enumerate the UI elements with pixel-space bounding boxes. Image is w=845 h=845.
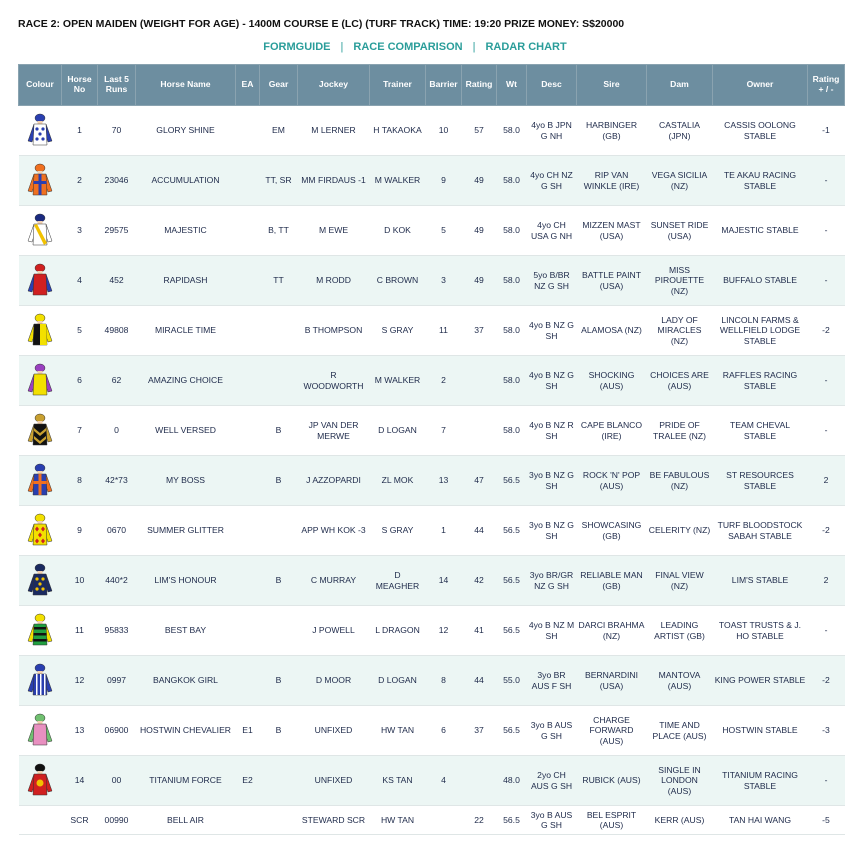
jockey: J POWELL: [298, 606, 370, 656]
table-row: [19, 306, 845, 356]
horse-number: 8: [62, 456, 98, 506]
last-5-runs: 70: [98, 106, 136, 156]
nav-race-comparison[interactable]: RACE COMPARISON: [353, 41, 463, 53]
description: 3yo B NZ G SH: [527, 506, 577, 556]
table-row: [19, 156, 845, 206]
silks-cell: [19, 206, 62, 256]
silks-cell: [19, 406, 62, 456]
barrier: 3: [426, 256, 462, 306]
rating-change: -5: [808, 806, 845, 835]
rating-change: -2: [808, 506, 845, 556]
trainer: S GRAY: [370, 506, 426, 556]
silks-cell: [19, 756, 62, 806]
description: 4yo CH NZ G SH: [527, 156, 577, 206]
trainer: L DRAGON: [370, 606, 426, 656]
owner: LIM'S STABLE: [713, 556, 808, 606]
nav-links: [0, 41, 830, 53]
gear: [260, 756, 298, 806]
horse-number: SCR: [62, 806, 98, 835]
silks-cell: [19, 806, 62, 835]
jockey-silks-icon: [25, 713, 55, 749]
silks-cell: [19, 356, 62, 406]
horse-number: 11: [62, 606, 98, 656]
table-row: [19, 106, 845, 156]
horse-name: BANGKOK GIRL: [136, 656, 236, 706]
horse-name: WELL VERSED: [136, 406, 236, 456]
last-5-runs: 0: [98, 406, 136, 456]
jockey-silks-icon: [25, 463, 55, 499]
horse-name: MY BOSS: [136, 456, 236, 506]
dam: LADY OF MIRACLES (NZ): [647, 306, 713, 356]
rating-change: -3: [808, 706, 845, 756]
gear: [260, 506, 298, 556]
header-sire: Sire: [577, 65, 647, 106]
horse-name: RAPIDASH: [136, 256, 236, 306]
jockey: M RODD: [298, 256, 370, 306]
race-table: [18, 64, 845, 835]
jockey: STEWARD SCR: [298, 806, 370, 835]
rating-change: 2: [808, 556, 845, 606]
dam: TIME AND PLACE (AUS): [647, 706, 713, 756]
horse-name: BELL AIR: [136, 806, 236, 835]
race-table-body: [19, 106, 845, 835]
header-dam: Dam: [647, 65, 713, 106]
owner: TITANIUM RACING STABLE: [713, 756, 808, 806]
horse-number: 10: [62, 556, 98, 606]
horse-number: 4: [62, 256, 98, 306]
rating-change: -: [808, 406, 845, 456]
rating-change: 2: [808, 456, 845, 506]
rating: 37: [462, 706, 497, 756]
silks-cell: [19, 656, 62, 706]
nav-radar-chart[interactable]: RADAR CHART: [485, 41, 567, 53]
dam: KERR (AUS): [647, 806, 713, 835]
jockey: R WOODWORTH: [298, 356, 370, 406]
table-row: [19, 706, 845, 756]
silks-cell: [19, 556, 62, 606]
header-ea: EA: [236, 65, 260, 106]
dam: BE FABULOUS (NZ): [647, 456, 713, 506]
jockey-silks-icon: [25, 413, 55, 449]
horse-name: AMAZING CHOICE: [136, 356, 236, 406]
sire: CHARGE FORWARD (AUS): [577, 706, 647, 756]
weight: 58.0: [497, 406, 527, 456]
ea: E2: [236, 756, 260, 806]
gear: TT, SR: [260, 156, 298, 206]
description: 4yo B JPN G NH: [527, 106, 577, 156]
trainer: D LOGAN: [370, 406, 426, 456]
jockey-silks-icon: [25, 213, 55, 249]
last-5-runs: 06900: [98, 706, 136, 756]
trainer: HW TAN: [370, 706, 426, 756]
rating: 47: [462, 456, 497, 506]
weight: 56.5: [497, 456, 527, 506]
jockey-silks-icon: [25, 663, 55, 699]
rating: [462, 356, 497, 406]
owner: TAN HAI WANG: [713, 806, 808, 835]
ea: [236, 406, 260, 456]
trainer: KS TAN: [370, 756, 426, 806]
header-colour: Colour: [19, 65, 62, 106]
gear: B: [260, 456, 298, 506]
horse-number: 7: [62, 406, 98, 456]
gear: B: [260, 406, 298, 456]
jockey: B THOMPSON: [298, 306, 370, 356]
description: 4yo B NZ R SH: [527, 406, 577, 456]
barrier: 5: [426, 206, 462, 256]
last-5-runs: 62: [98, 356, 136, 406]
ea: [236, 456, 260, 506]
description: 3yo B NZ G SH: [527, 456, 577, 506]
ea: [236, 606, 260, 656]
owner: TEAM CHEVAL STABLE: [713, 406, 808, 456]
dam: PRIDE OF TRALEE (NZ): [647, 406, 713, 456]
jockey-silks-icon: [25, 563, 55, 599]
ea: [236, 556, 260, 606]
silks-cell: [19, 156, 62, 206]
jockey: M LERNER: [298, 106, 370, 156]
horse-number: 9: [62, 506, 98, 556]
ea: [236, 356, 260, 406]
table-row: [19, 456, 845, 506]
rating: 49: [462, 256, 497, 306]
table-row: [19, 556, 845, 606]
header-row: [19, 65, 845, 106]
jockey-silks-icon: [25, 163, 55, 199]
rating: 37: [462, 306, 497, 356]
table-row: [19, 256, 845, 306]
header-rating: Rating: [462, 65, 497, 106]
description: 3yo BR/GR NZ G SH: [527, 556, 577, 606]
gear: [260, 606, 298, 656]
gear: [260, 806, 298, 835]
dam: LEADING ARTIST (GB): [647, 606, 713, 656]
table-row: [19, 756, 845, 806]
jockey: M EWE: [298, 206, 370, 256]
horse-name: MIRACLE TIME: [136, 306, 236, 356]
dam: VEGA SICILIA (NZ): [647, 156, 713, 206]
horse-name: LIM'S HONOUR: [136, 556, 236, 606]
gear: B: [260, 556, 298, 606]
silks-cell: [19, 106, 62, 156]
owner: CASSIS OOLONG STABLE: [713, 106, 808, 156]
rating: [462, 756, 497, 806]
barrier: 12: [426, 606, 462, 656]
weight: 55.0: [497, 656, 527, 706]
ea: [236, 156, 260, 206]
dam: SUNSET RIDE (USA): [647, 206, 713, 256]
rating: [462, 406, 497, 456]
header-gear: Gear: [260, 65, 298, 106]
description: 3yo BR AUS F SH: [527, 656, 577, 706]
horse-name: MAJESTIC: [136, 206, 236, 256]
sire: CAPE BLANCO (IRE): [577, 406, 647, 456]
weight: 56.5: [497, 506, 527, 556]
weight: 48.0: [497, 756, 527, 806]
rating-change: -: [808, 606, 845, 656]
last-5-runs: 95833: [98, 606, 136, 656]
jockey: J AZZOPARDI: [298, 456, 370, 506]
owner: BUFFALO STABLE: [713, 256, 808, 306]
sire: DARCI BRAHMA (NZ): [577, 606, 647, 656]
header-horse-no: Horse No: [62, 65, 98, 106]
jockey: JP VAN DER MERWE: [298, 406, 370, 456]
description: 4yo B NZ G SH: [527, 306, 577, 356]
silks-cell: [19, 456, 62, 506]
owner: MAJESTIC STABLE: [713, 206, 808, 256]
owner: LINCOLN FARMS & WELLFIELD LODGE STABLE: [713, 306, 808, 356]
trainer: C BROWN: [370, 256, 426, 306]
rating-change: -: [808, 256, 845, 306]
owner: RAFFLES RACING STABLE: [713, 356, 808, 406]
trainer: M WALKER: [370, 156, 426, 206]
horse-name: HOSTWIN CHEVALIER: [136, 706, 236, 756]
barrier: 9: [426, 156, 462, 206]
header-barrier: Barrier: [426, 65, 462, 106]
gear: [260, 356, 298, 406]
sire: RIP VAN WINKLE (IRE): [577, 156, 647, 206]
gear: TT: [260, 256, 298, 306]
ea: E1: [236, 706, 260, 756]
jockey: C MURRAY: [298, 556, 370, 606]
owner: ST RESOURCES STABLE: [713, 456, 808, 506]
weight: 56.5: [497, 806, 527, 835]
horse-number: 14: [62, 756, 98, 806]
table-row: [19, 656, 845, 706]
dam: MANTOVA (AUS): [647, 656, 713, 706]
weight: 58.0: [497, 106, 527, 156]
jockey-silks-icon: [25, 113, 55, 149]
rating-change: -1: [808, 106, 845, 156]
weight: 56.5: [497, 706, 527, 756]
barrier: 2: [426, 356, 462, 406]
sire: MIZZEN MAST (USA): [577, 206, 647, 256]
table-row: [19, 606, 845, 656]
last-5-runs: 42*73: [98, 456, 136, 506]
horse-name: GLORY SHINE: [136, 106, 236, 156]
dam: SINGLE IN LONDON (AUS): [647, 756, 713, 806]
description: 4yo B NZ G SH: [527, 356, 577, 406]
rating-change: -: [808, 206, 845, 256]
trainer: HW TAN: [370, 806, 426, 835]
weight: 56.5: [497, 606, 527, 656]
ea: [236, 306, 260, 356]
rating: 49: [462, 206, 497, 256]
gear: [260, 306, 298, 356]
table-row: [19, 356, 845, 406]
gear: B, TT: [260, 206, 298, 256]
owner: TOAST TRUSTS & J. HO STABLE: [713, 606, 808, 656]
barrier: 13: [426, 456, 462, 506]
rating: 44: [462, 656, 497, 706]
last-5-runs: 0670: [98, 506, 136, 556]
rating: 42: [462, 556, 497, 606]
rating: 41: [462, 606, 497, 656]
silks-cell: [19, 506, 62, 556]
last-5-runs: 49808: [98, 306, 136, 356]
jockey-silks-icon: [25, 363, 55, 399]
trainer: D LOGAN: [370, 656, 426, 706]
rating-change: -: [808, 156, 845, 206]
last-5-runs: 0997: [98, 656, 136, 706]
horse-number: 5: [62, 306, 98, 356]
header-desc: Desc: [527, 65, 577, 106]
rating-change: -: [808, 356, 845, 406]
ea: [236, 206, 260, 256]
dam: CASTALIA (JPN): [647, 106, 713, 156]
owner: HOSTWIN STABLE: [713, 706, 808, 756]
jockey-silks-icon: [25, 613, 55, 649]
last-5-runs: 440*2: [98, 556, 136, 606]
last-5-runs: 00: [98, 756, 136, 806]
description: 2yo CH AUS G SH: [527, 756, 577, 806]
sire: SHOWCASING (GB): [577, 506, 647, 556]
trainer: H TAKAOKA: [370, 106, 426, 156]
silks-cell: [19, 706, 62, 756]
trainer: D MEAGHER: [370, 556, 426, 606]
jockey: UNFIXED: [298, 756, 370, 806]
weight: 56.5: [497, 556, 527, 606]
weight: 58.0: [497, 356, 527, 406]
jockey: MM FIRDAUS -1: [298, 156, 370, 206]
sire: ROCK 'N' POP (AUS): [577, 456, 647, 506]
owner: KING POWER STABLE: [713, 656, 808, 706]
table-row: [19, 506, 845, 556]
dam: CELERITY (NZ): [647, 506, 713, 556]
sire: RELIABLE MAN (GB): [577, 556, 647, 606]
silks-cell: [19, 256, 62, 306]
rating: 57: [462, 106, 497, 156]
gear: B: [260, 706, 298, 756]
silks-cell: [19, 606, 62, 656]
ea: [236, 806, 260, 835]
table-row: [19, 406, 845, 456]
horse-name: ACCUMULATION: [136, 156, 236, 206]
description: 3yo B AUS G SH: [527, 806, 577, 835]
barrier: 6: [426, 706, 462, 756]
dam: FINAL VIEW (NZ): [647, 556, 713, 606]
barrier: 11: [426, 306, 462, 356]
header-trainer: Trainer: [370, 65, 426, 106]
jockey: UNFIXED: [298, 706, 370, 756]
sire: BEL ESPRIT (AUS): [577, 806, 647, 835]
header-owner: Owner: [713, 65, 808, 106]
sire: SHOCKING (AUS): [577, 356, 647, 406]
race-table-container: [18, 64, 840, 835]
rating-change: -2: [808, 306, 845, 356]
horse-number: 12: [62, 656, 98, 706]
horse-number: 2: [62, 156, 98, 206]
nav-formguide[interactable]: FORMGUIDE: [263, 41, 331, 53]
trainer: ZL MOK: [370, 456, 426, 506]
weight: 58.0: [497, 256, 527, 306]
last-5-runs: 29575: [98, 206, 136, 256]
barrier: 1: [426, 506, 462, 556]
sire: BERNARDINI (USA): [577, 656, 647, 706]
header-last-5-runs: Last 5 Runs: [98, 65, 136, 106]
horse-number: 3: [62, 206, 98, 256]
trainer: S GRAY: [370, 306, 426, 356]
trainer: M WALKER: [370, 356, 426, 406]
table-row: [19, 806, 845, 835]
ea: [236, 106, 260, 156]
rating: 22: [462, 806, 497, 835]
barrier: 10: [426, 106, 462, 156]
gear: EM: [260, 106, 298, 156]
jockey-silks-icon: [25, 763, 55, 799]
rating-change: -2: [808, 656, 845, 706]
header-rating-diff: Rating + / -: [808, 65, 845, 106]
ea: [236, 656, 260, 706]
weight: 58.0: [497, 306, 527, 356]
barrier: 7: [426, 406, 462, 456]
dam: MISS PIROUETTE (NZ): [647, 256, 713, 306]
header-wt: Wt: [497, 65, 527, 106]
nav-separator: |: [340, 41, 344, 53]
horse-name: SUMMER GLITTER: [136, 506, 236, 556]
gear: B: [260, 656, 298, 706]
owner: TURF BLOODSTOCK SABAH STABLE: [713, 506, 808, 556]
horse-name: TITANIUM FORCE: [136, 756, 236, 806]
table-row: [19, 206, 845, 256]
barrier: 8: [426, 656, 462, 706]
header-jockey: Jockey: [298, 65, 370, 106]
sire: BATTLE PAINT (USA): [577, 256, 647, 306]
silks-cell: [19, 306, 62, 356]
header-horse-name: Horse Name: [136, 65, 236, 106]
sire: HARBINGER (GB): [577, 106, 647, 156]
jockey-silks-icon: [25, 313, 55, 349]
jockey: D MOOR: [298, 656, 370, 706]
horse-number: 13: [62, 706, 98, 756]
nav-separator: |: [472, 41, 476, 53]
jockey-silks-icon: [25, 513, 55, 549]
rating: 44: [462, 506, 497, 556]
description: 4yo B NZ M SH: [527, 606, 577, 656]
owner: TE AKAU RACING STABLE: [713, 156, 808, 206]
last-5-runs: 452: [98, 256, 136, 306]
barrier: 4: [426, 756, 462, 806]
description: 4yo CH USA G NH: [527, 206, 577, 256]
description: 5yo B/BR NZ G SH: [527, 256, 577, 306]
jockey: APP WH KOK -3: [298, 506, 370, 556]
race-title: RACE 2: OPEN MAIDEN (WEIGHT FOR AGE) - 1400M COURSE E (LC) (TURF TRACK) TIME: 19:20 PRIZE MONEY: S$20000: [18, 18, 625, 30]
sire: RUBICK (AUS): [577, 756, 647, 806]
weight: 58.0: [497, 206, 527, 256]
dam: CHOICES ARE (AUS): [647, 356, 713, 406]
weight: 58.0: [497, 156, 527, 206]
last-5-runs: 00990: [98, 806, 136, 835]
barrier: 14: [426, 556, 462, 606]
horse-number: 6: [62, 356, 98, 406]
jockey-silks-icon: [25, 263, 55, 299]
last-5-runs: 23046: [98, 156, 136, 206]
trainer: D KOK: [370, 206, 426, 256]
barrier: [426, 806, 462, 835]
horse-name: BEST BAY: [136, 606, 236, 656]
rating: 49: [462, 156, 497, 206]
ea: [236, 256, 260, 306]
horse-number: 1: [62, 106, 98, 156]
ea: [236, 506, 260, 556]
description: 3yo B AUS G SH: [527, 706, 577, 756]
sire: ALAMOSA (NZ): [577, 306, 647, 356]
rating-change: -: [808, 756, 845, 806]
